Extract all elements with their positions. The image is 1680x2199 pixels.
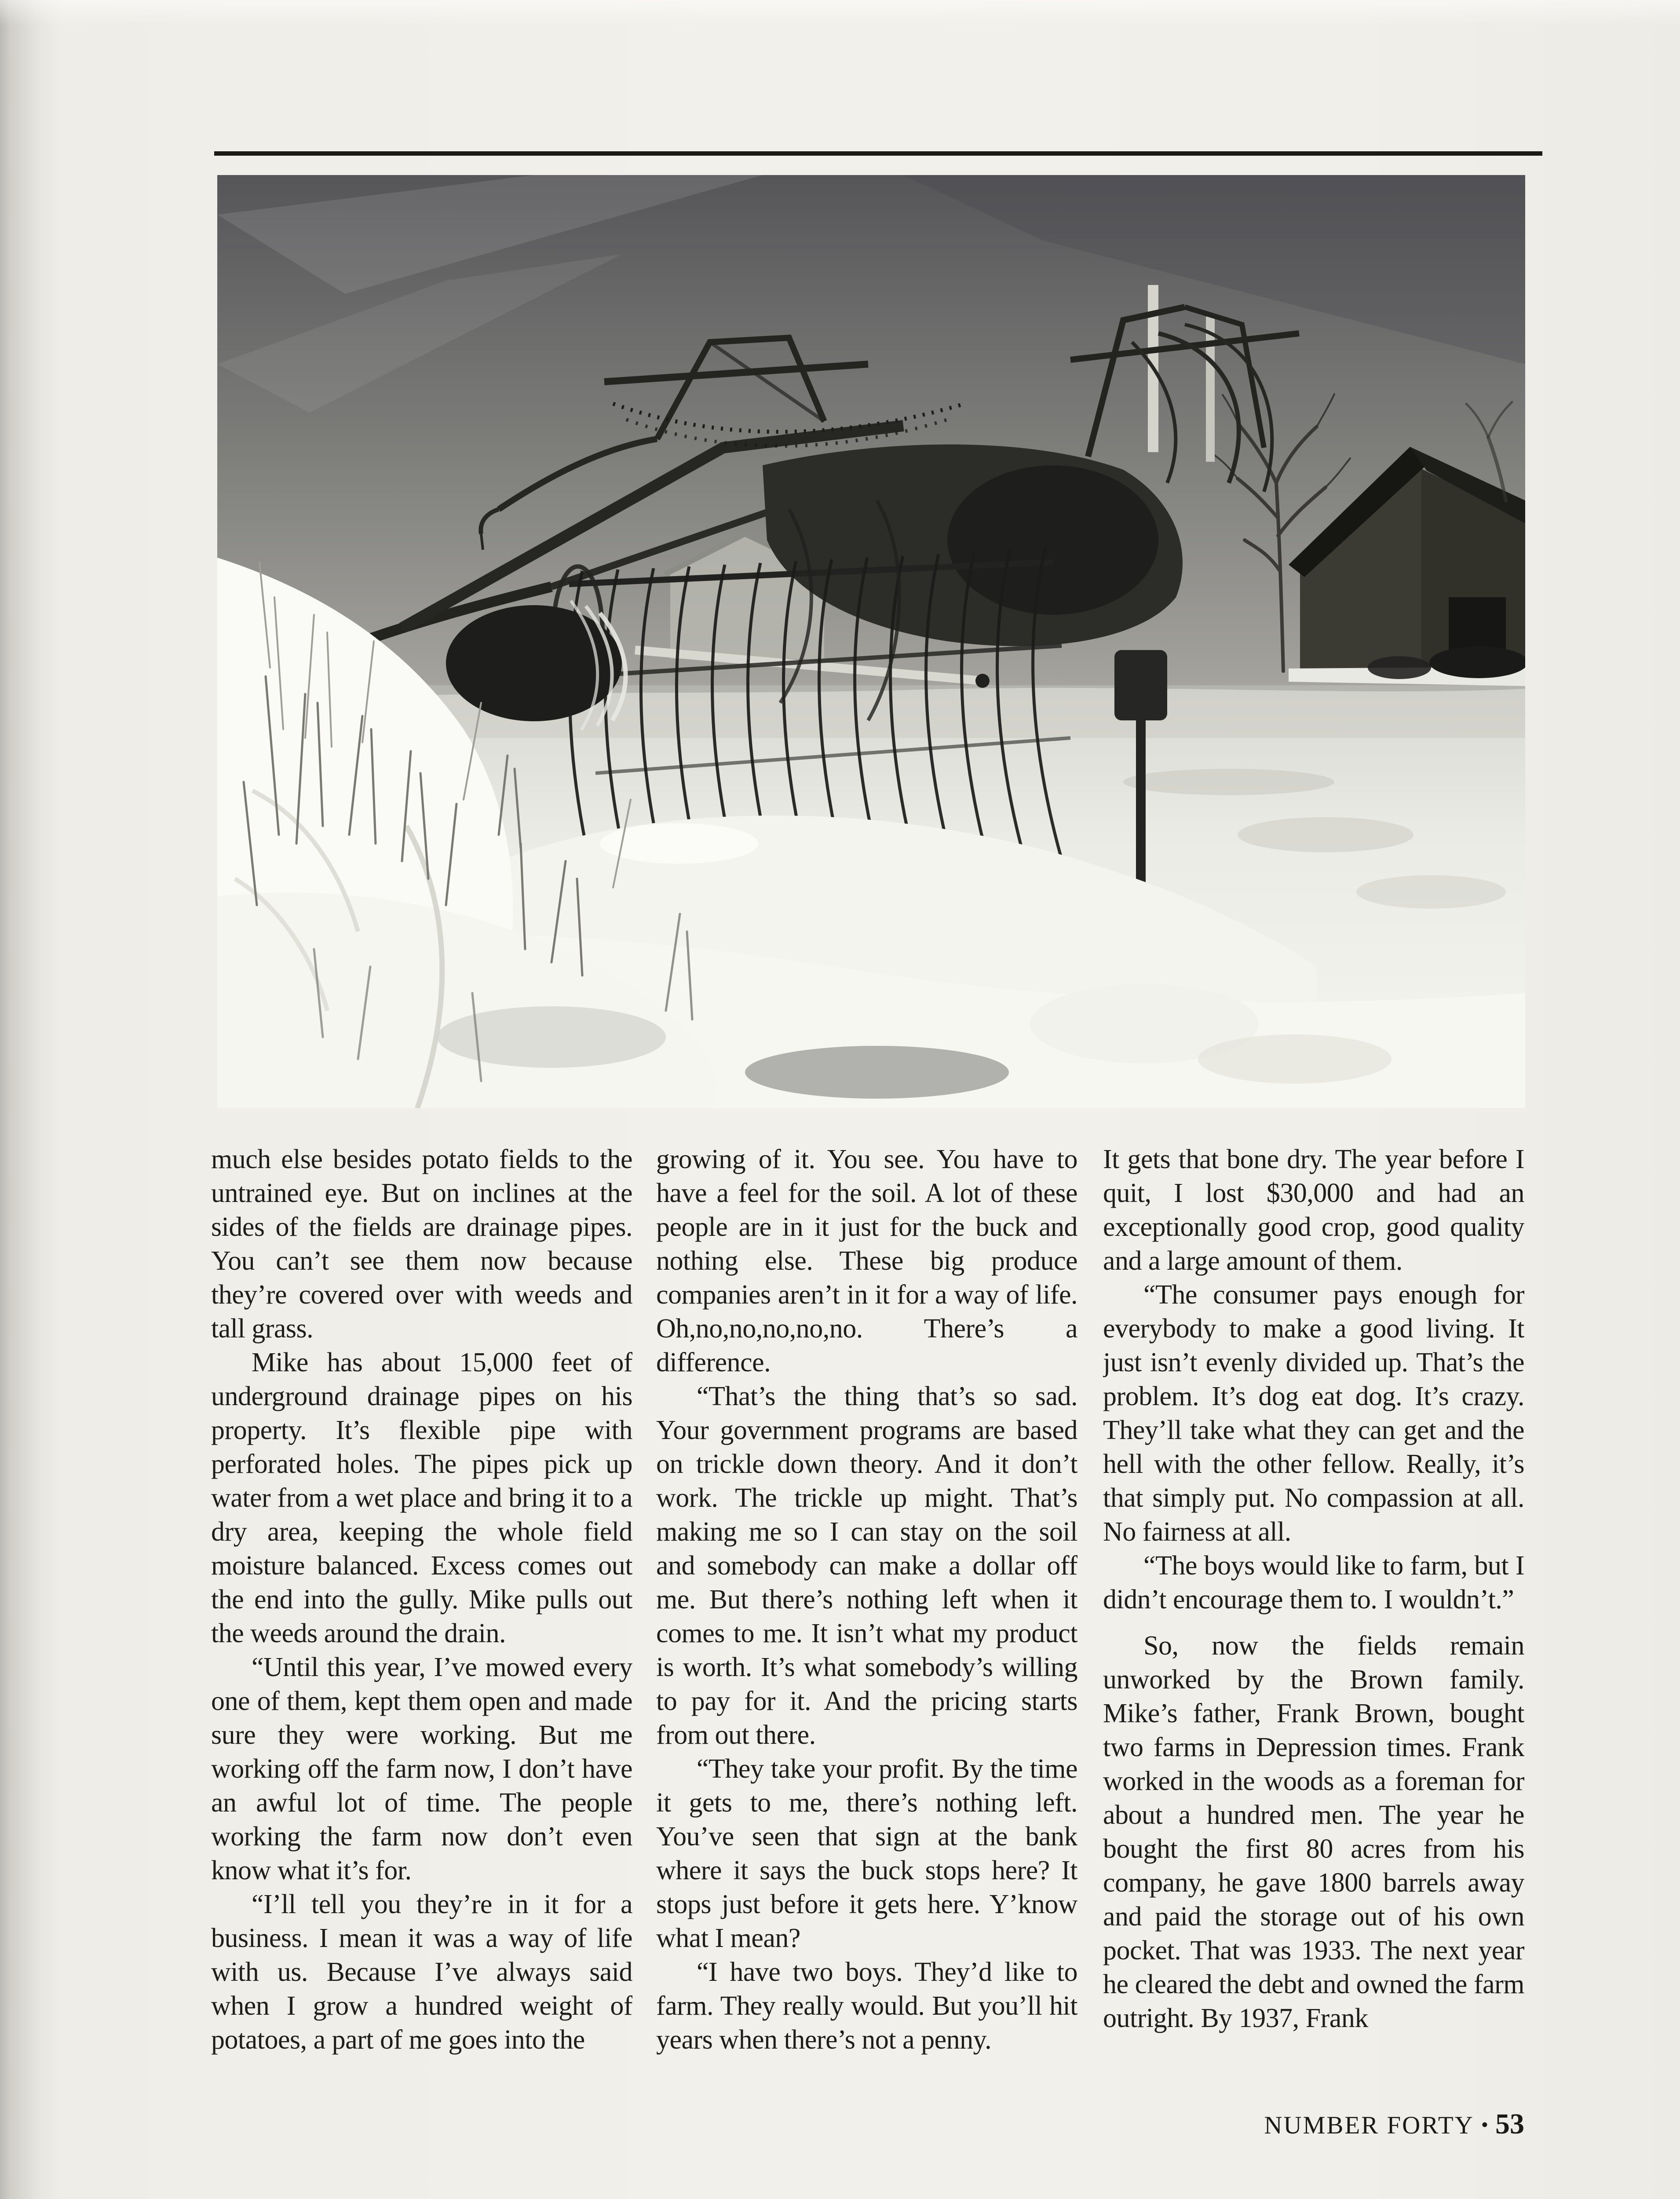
journal-issue-label: NUMBER FORTY	[1264, 2111, 1474, 2139]
paragraph: It gets that bone dry. The year before I quit, I lost $30,000 and had an exceptionally good crop, good quality and a large amount of them.	[1103, 1144, 1524, 1276]
paragraph: much else besides potato fields to the untrained eye. But on inclines at the sides of the fields are drainage pipes. You can’t see them now because they’re covered over with weeds and tall grass.	[211, 1144, 632, 1344]
paragraph: So, now the fields remain unworked by the Brown family. Mike’s father, Frank Brown, bought two farms in Depression times. Frank worked in the woods as a foreman for about a hundred men. The year he bought the first 80 acres from his company, he gave 1800 barrels away and paid the storage out of his own pocket. That was 1933. The next year he cleared the debt and owned the farm outright. By 1937, Frank	[1103, 1631, 1524, 2033]
paragraph: growing of it. You see. You have to have a feel for the soil. A lot of these people are in it just for the buck and nothing else. These big produce companies aren’t in it for a way of life. Oh,no,no,no,no,no. There’s a difference.	[656, 1144, 1077, 1377]
text-column-3	[1103, 1143, 1524, 2071]
paragraph: “That’s the thing that’s so sad. Your government programs are based on trickle down theory. And it don’t work. The trickle up might. That’s making me so I can stay on the soil and somebody can make a dollar off me. But there’s nothing left when it comes to me. It isn’t what my product is worth. It’s what somebody’s willing to pay for it. And the pricing starts from out there.	[656, 1381, 1077, 1750]
paragraph: “Until this year, I’ve mowed every one of them, kept them open and made sure they were working. But me working off the farm now, I don’t have an awful lot of time. The people working the farm now don’t even know what it’s for.	[211, 1652, 632, 1885]
bullet-separator-icon: •	[1481, 2113, 1488, 2136]
paragraph: “The consumer pays enough for everybody to make a good living. It just isn’t evenly divided up. That’s the problem. It’s dog eat dog. It’s crazy. They’ll take what they can get and the hell with the other fellow. Really, it’s that simply put. No compassion at all. No fairness at all.	[1103, 1280, 1524, 1547]
photo-illustration	[217, 175, 1525, 1108]
paragraph: “I’ll tell you they’re in it for a business. I mean it was a way of life with us. Because I’ve always said when I grow a hundred weight of potatoes, a part of me goes into the	[211, 1889, 632, 2055]
photo-hay-rake-in-snow	[217, 175, 1525, 1108]
paragraph: “The boys would like to farm, but I didn’t encourage them to. I wouldn’t.”	[1103, 1551, 1524, 1615]
page-footer	[1264, 2108, 1524, 2141]
text-column-1	[211, 1143, 632, 2071]
paragraph: “They take your profit. By the time it gets to me, there’s nothing left. You’ve seen that sign at the bank where it says the buck stops here? It stops just before it gets here. Y’know what I mean?	[656, 1754, 1077, 1953]
paragraph: Mike has about 15,000 feet of underground drainage pipes on his property. It’s flexible pipe with perforated holes. The pipes pick up water from a wet place and bring it to a dry area, keeping the whole field moisture balanced. Excess comes out the end into the gully. Mike pulls out the weeds around the drain.	[211, 1348, 632, 1648]
text-column-2	[656, 1143, 1077, 2071]
page-number: 53	[1495, 2108, 1524, 2140]
paragraph: “I have two boys. They’d like to farm. They really would. But you’ll hit years when there’s not a penny.	[656, 1957, 1077, 2055]
top-rule-divider	[214, 151, 1542, 156]
